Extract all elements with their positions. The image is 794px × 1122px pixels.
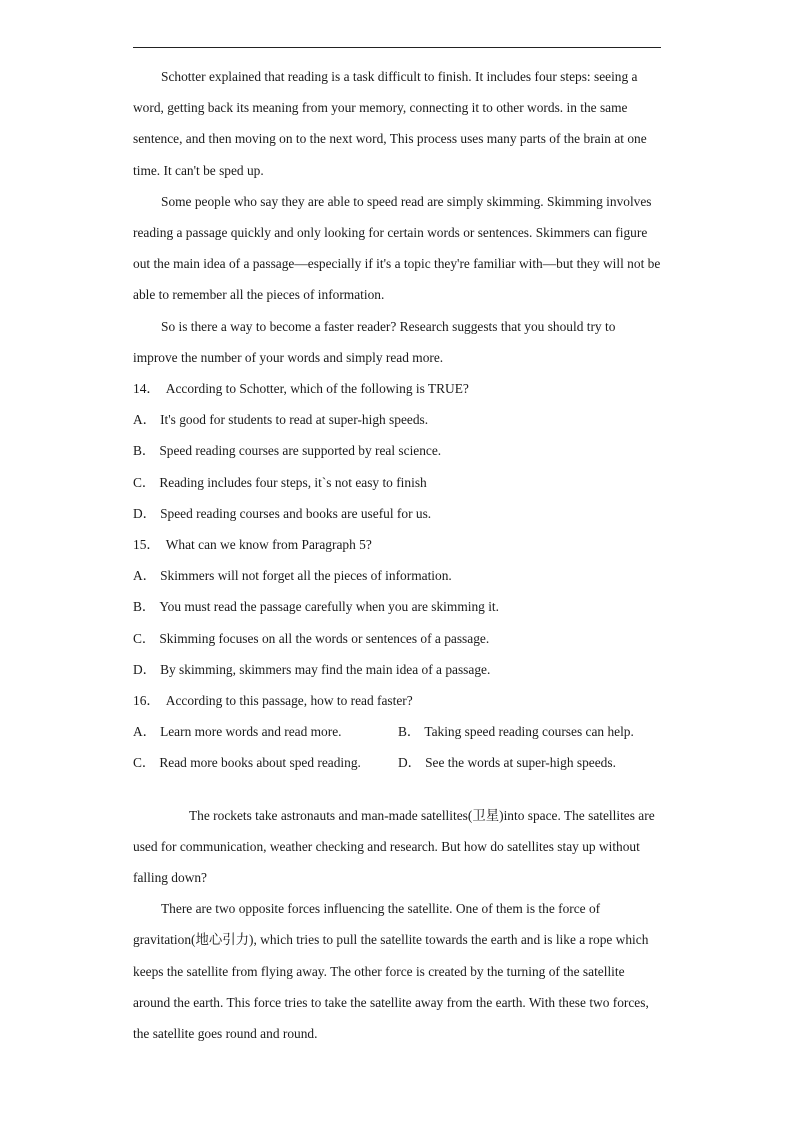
question-text: According to this passage, how to read faster?	[165, 693, 413, 709]
question-14	[133, 373, 663, 529]
section-gap	[133, 779, 663, 800]
question-text: According to Schotter, which of the following is TRUE?	[165, 381, 469, 397]
option-letter: B．	[398, 724, 421, 740]
option-letter: A．	[133, 724, 157, 740]
option-d[interactable]	[398, 747, 663, 778]
option-text: See the words at super-high speeds.	[425, 755, 616, 771]
question-15	[133, 529, 663, 685]
question-16	[133, 685, 663, 779]
question-number: 14．	[133, 381, 160, 397]
option-d[interactable]	[133, 654, 663, 685]
option-text: You must read the passage carefully when you are skimming it.	[159, 599, 499, 615]
question-number: 15．	[133, 537, 160, 553]
passage1-paragraph-2: Some people who say they are able to speed read are simply skimming. Skimming involves reading a passage quickly and only looking for certain words or sentences. Skimmers can figure out the main idea of a passage—especially if it's a topic they're familiar with—but they will not be able to remember all the pieces of information.	[133, 193, 661, 303]
option-letter: C．	[133, 755, 156, 771]
question-stem	[133, 373, 663, 404]
option-b[interactable]	[133, 591, 663, 622]
option-text: Speed reading courses and books are useful for us.	[160, 505, 432, 521]
option-text: Skimmers will not forget all the pieces of information.	[160, 568, 452, 584]
option-a[interactable]	[133, 560, 663, 591]
option-a[interactable]	[133, 716, 398, 747]
question-stem	[133, 685, 663, 716]
option-text: Reading includes four steps, it`s not easy to finish	[159, 474, 427, 490]
option-text: Taking speed reading courses can help.	[424, 724, 634, 740]
option-text: Read more books about sped reading.	[159, 755, 361, 771]
option-c[interactable]	[133, 623, 663, 654]
passage2-paragraph-1: The rockets take astronauts and man-made satellites(卫星)into space. The satellites are used for communication, weather checking and research. But how do satellites stay up without falling down?	[133, 807, 655, 886]
option-letter: B．	[133, 443, 156, 459]
option-c[interactable]	[133, 467, 663, 498]
option-letter: B．	[133, 599, 156, 615]
question-number: 16．	[133, 693, 160, 709]
options-row-2	[133, 747, 663, 778]
option-text: Learn more words and read more.	[160, 724, 342, 740]
option-letter: C．	[133, 474, 156, 490]
option-text: Skimming focuses on all the words or sentences of a passage.	[159, 630, 490, 646]
option-letter: D．	[398, 755, 422, 771]
option-letter: C．	[133, 630, 156, 646]
option-letter: A．	[133, 412, 157, 428]
option-text: Speed reading courses are supported by real science.	[159, 443, 442, 459]
option-letter: D．	[133, 505, 157, 521]
option-letter: A．	[133, 568, 157, 584]
passage1-paragraph-1: Schotter explained that reading is a task difficult to finish. It includes four steps: seeing a word, getting back its meaning from your memory, connecting it to other words. in the same sentence, and then moving on to the next word, This process uses many parts of the brain at one time. It can't be sped up.	[133, 69, 647, 178]
option-a[interactable]	[133, 404, 663, 435]
document-content	[133, 61, 663, 1049]
option-b[interactable]	[398, 716, 663, 747]
passage2-paragraph-2: There are two opposite forces influencing the satellite. One of them is the force of gravitation(地心引力), which tries to pull the satellite towards the earth and is like a rope which keeps the satellite from flying away. The other force is created by the turning of the satellite around the earth. This force tries to take the satellite away from the earth. With these two forces, the satellite goes round and round.	[133, 901, 649, 1042]
header-rule	[133, 47, 661, 48]
option-text: By skimming, skimmers may find the main idea of a passage.	[160, 661, 491, 677]
question-stem	[133, 529, 663, 560]
option-c[interactable]	[133, 747, 398, 778]
option-b[interactable]	[133, 435, 663, 466]
passage1-paragraph-3: So is there a way to become a faster reader? Research suggests that you should try to improve the number of your words and simply read more.	[133, 318, 616, 365]
option-letter: D．	[133, 661, 157, 677]
question-text: What can we know from Paragraph 5?	[165, 537, 372, 553]
option-d[interactable]	[133, 498, 663, 529]
option-text: It's good for students to read at super-high speeds.	[160, 412, 429, 428]
options-row-1	[133, 716, 663, 747]
